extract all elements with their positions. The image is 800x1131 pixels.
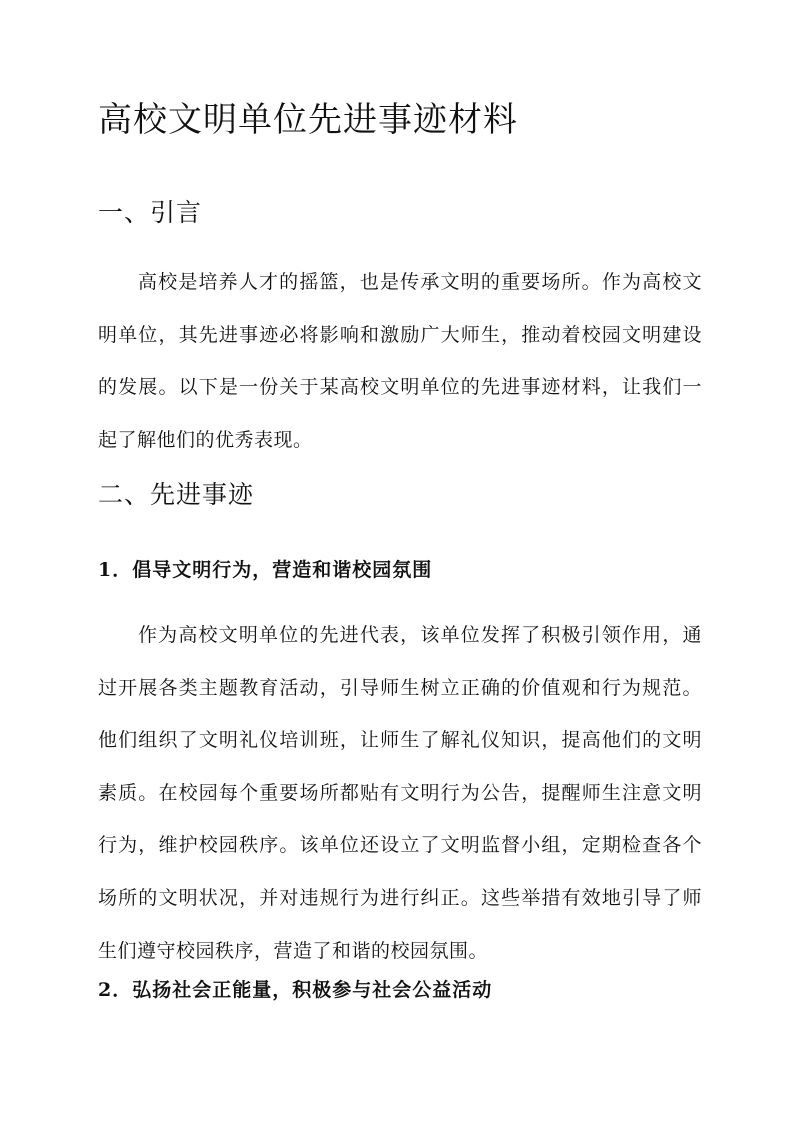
section-heading-introduction: 一、引言 [98, 198, 203, 227]
section-heading-deeds: 二、先进事迹 [98, 480, 255, 509]
document-title: 高校文明单位先进事迹材料 [98, 100, 518, 140]
subheading-public-welfare: 2．弘扬社会正能量，积极参与社会公益活动 [98, 979, 493, 1001]
civilized-behavior-paragraph: 作为高校文明单位的先进代表，该单位发挥了积极引领作用，通过开展各类主题教育活动，引导师生树立正确的价值观和行为规范。他们组织了文明礼仪培训班，让师生了解礼仪知识，提高他们的文明素质。在校园每个重要场所都贴有文明行为公告，提醒师生注意文明行为，维护校园秩序。该单位还设立了文明监督小组，定期检查各个场所的文明状况，并对违规行为进行纠正。这些举措有效地引导了师生们遵守校园秩序，营造了和谐的校园氛围。 [98, 624, 702, 962]
subheading-civilized-behavior: 1．倡导文明行为，营造和谐校园氛围 [98, 559, 433, 581]
introduction-paragraph: 高校是培养人才的摇篮，也是传承文明的重要场所。作为高校文明单位，其先进事迹必将影响和激励广大师生，推动着校园文明建设的发展。以下是一份关于某高校文明单位的先进事迹材料，让我们一起了解他们的优秀表现。 [98, 271, 702, 451]
